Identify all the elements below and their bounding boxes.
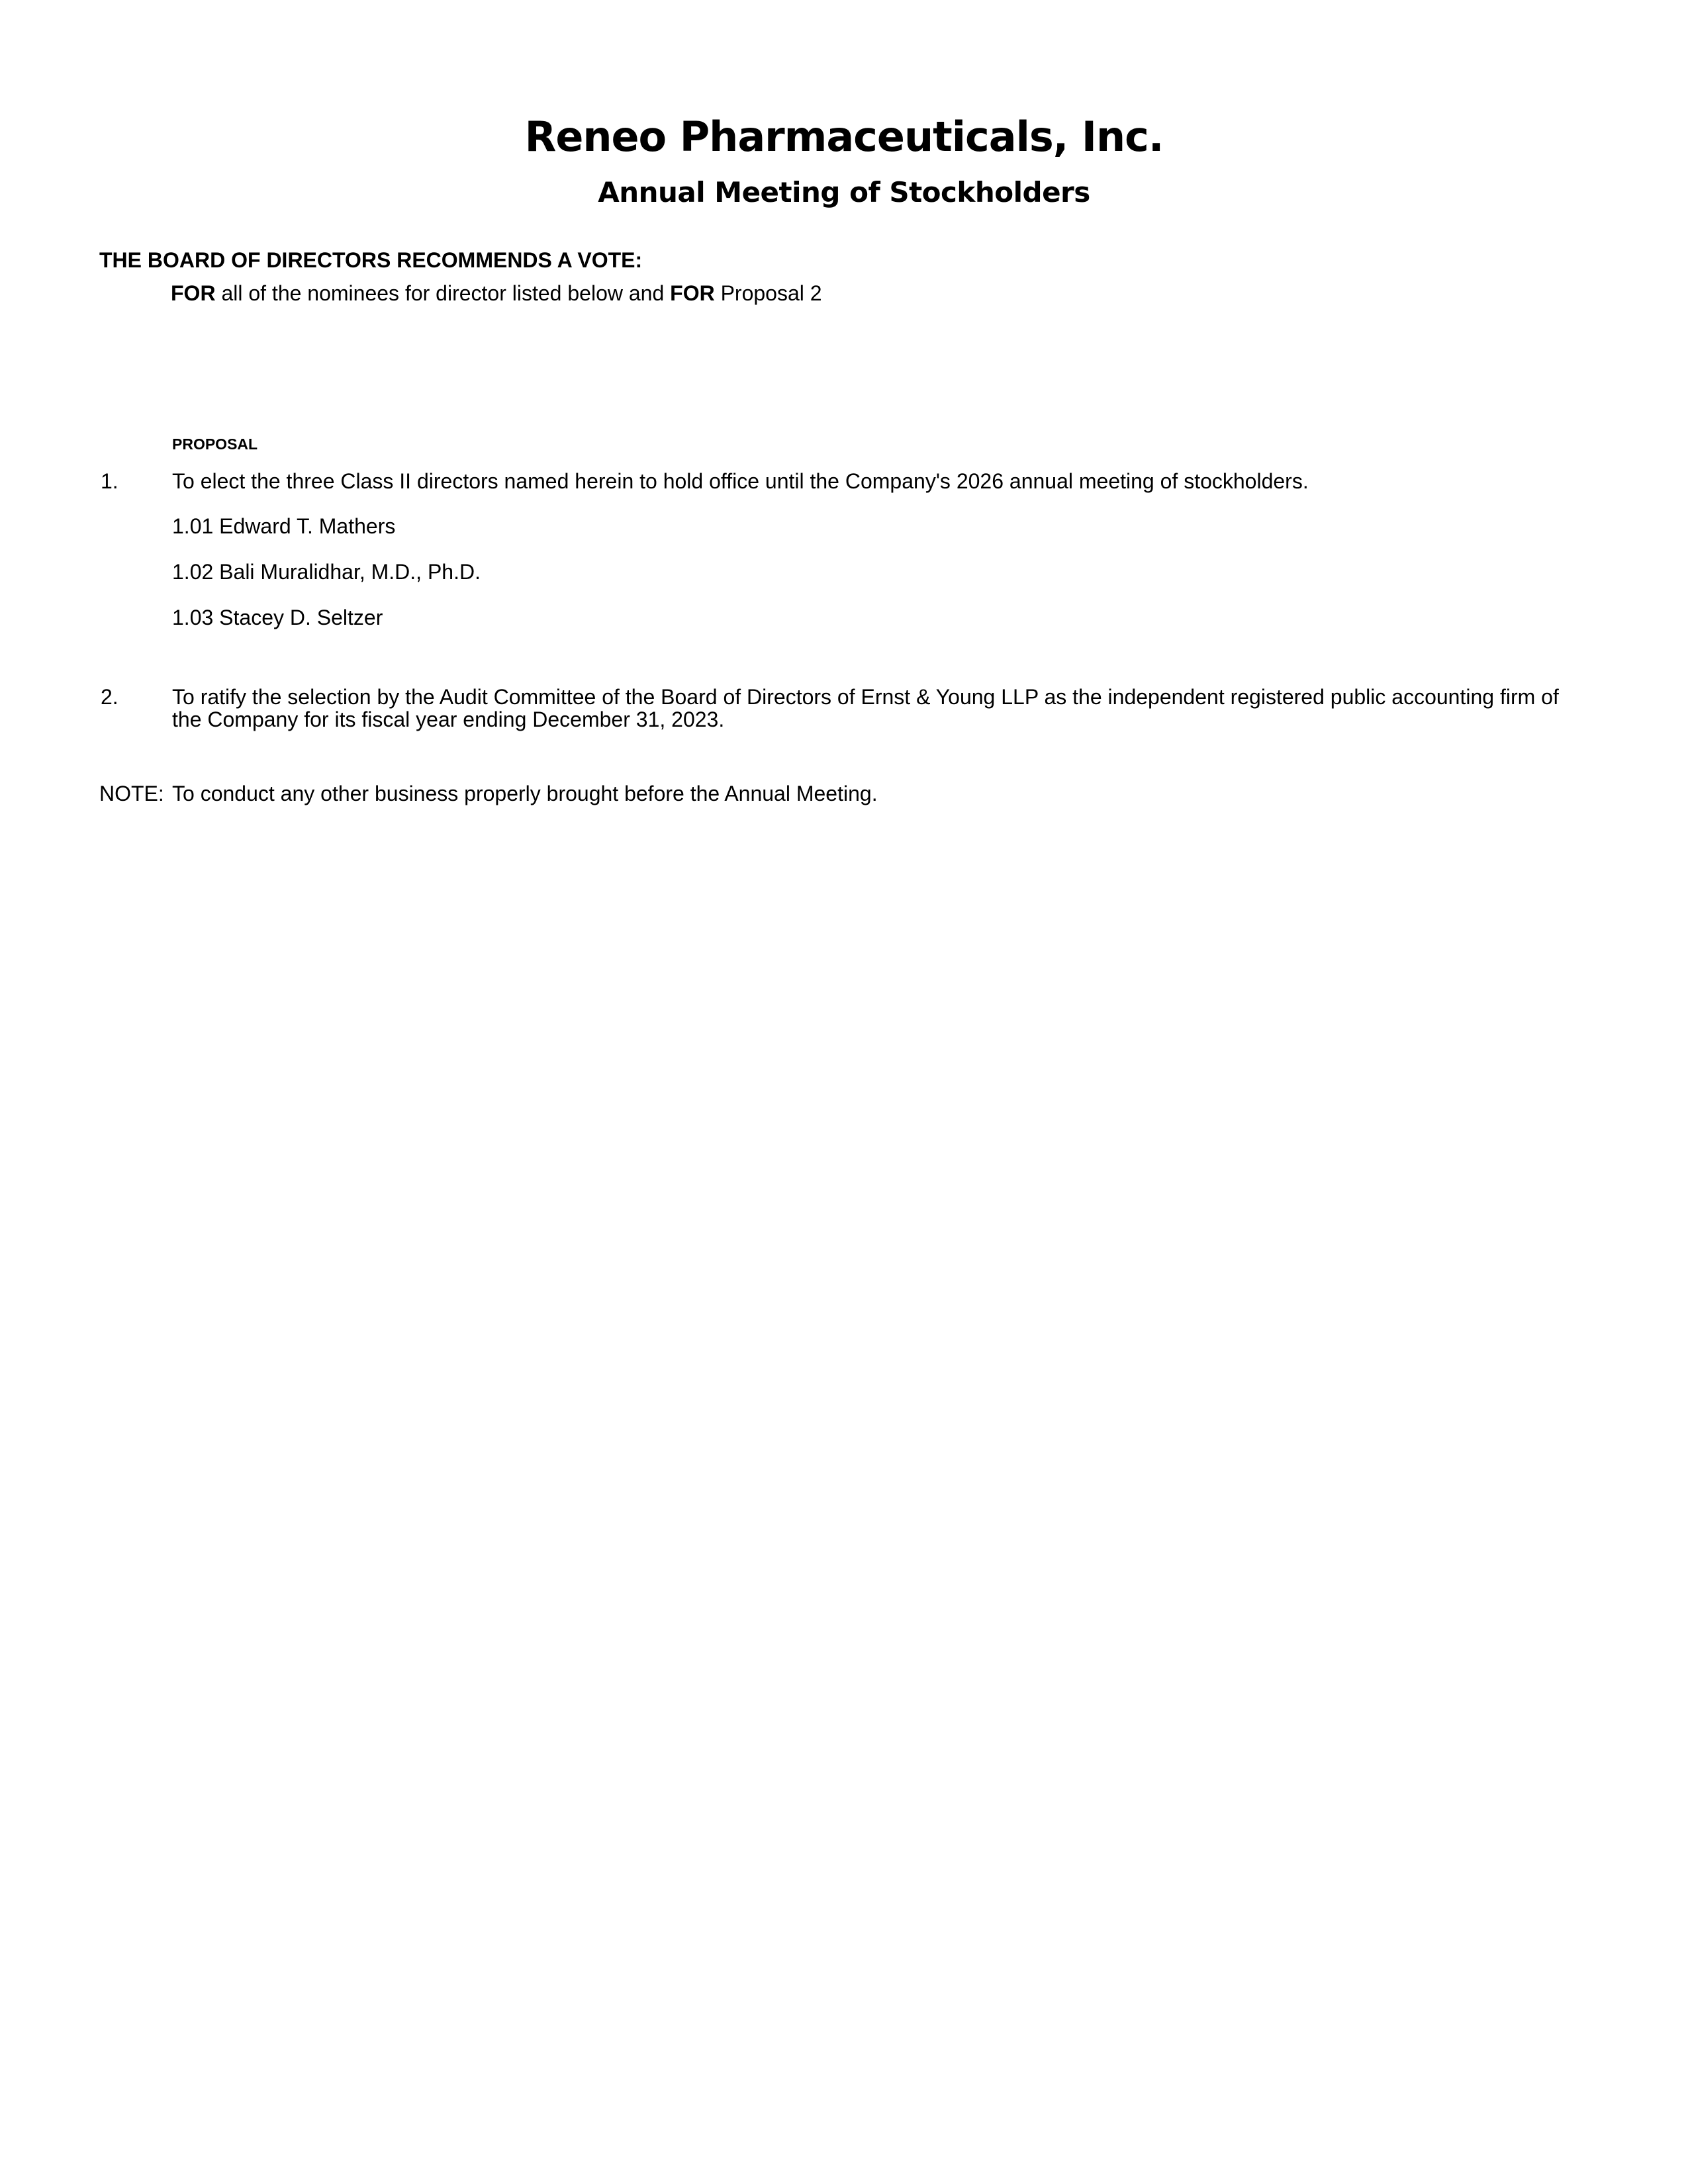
for-emphasis-1: FOR bbox=[171, 281, 216, 305]
note-label: NOTE: bbox=[99, 782, 164, 805]
recommendation-text-1: all of the nominees for director listed below and bbox=[215, 281, 671, 305]
proposal-1-text: To elect the three Class II directors named herein to hold office until the Company's 2026 annual meeting of stockholders. bbox=[172, 469, 1309, 493]
recommendation-text-2: Proposal 2 bbox=[714, 281, 822, 305]
proposal-1-number: 1. bbox=[101, 469, 118, 493]
proposal-2-number: 2. bbox=[101, 685, 118, 709]
board-recommendation-heading: THE BOARD OF DIRECTORS RECOMMENDS A VOTE: bbox=[99, 248, 643, 272]
for-emphasis-2: FOR bbox=[670, 281, 715, 305]
note bbox=[99, 781, 878, 806]
proposal-2-text: To ratify the selection by the Audit Committee of the Board of Directors of Ernst & Young LLP as the independent registered public accounting firm of the Company for its fiscal year ending December 31, 2023. bbox=[172, 685, 1559, 731]
board-recommendation-text bbox=[171, 281, 822, 306]
note-text: To conduct any other business properly brought before the Annual Meeting. bbox=[172, 782, 878, 805]
meeting-subtitle: Annual Meeting of Stockholders bbox=[598, 176, 1090, 208]
nominee-3: 1.03 Stacey D. Seltzer bbox=[172, 606, 383, 629]
company-title: Reneo Pharmaceuticals, Inc. bbox=[524, 113, 1164, 161]
proposal-column-label: PROPOSAL bbox=[172, 435, 258, 453]
nominee-1: 1.01 Edward T. Mathers bbox=[172, 514, 396, 538]
nominee-2: 1.02 Bali Muralidhar, M.D., Ph.D. bbox=[172, 560, 481, 584]
